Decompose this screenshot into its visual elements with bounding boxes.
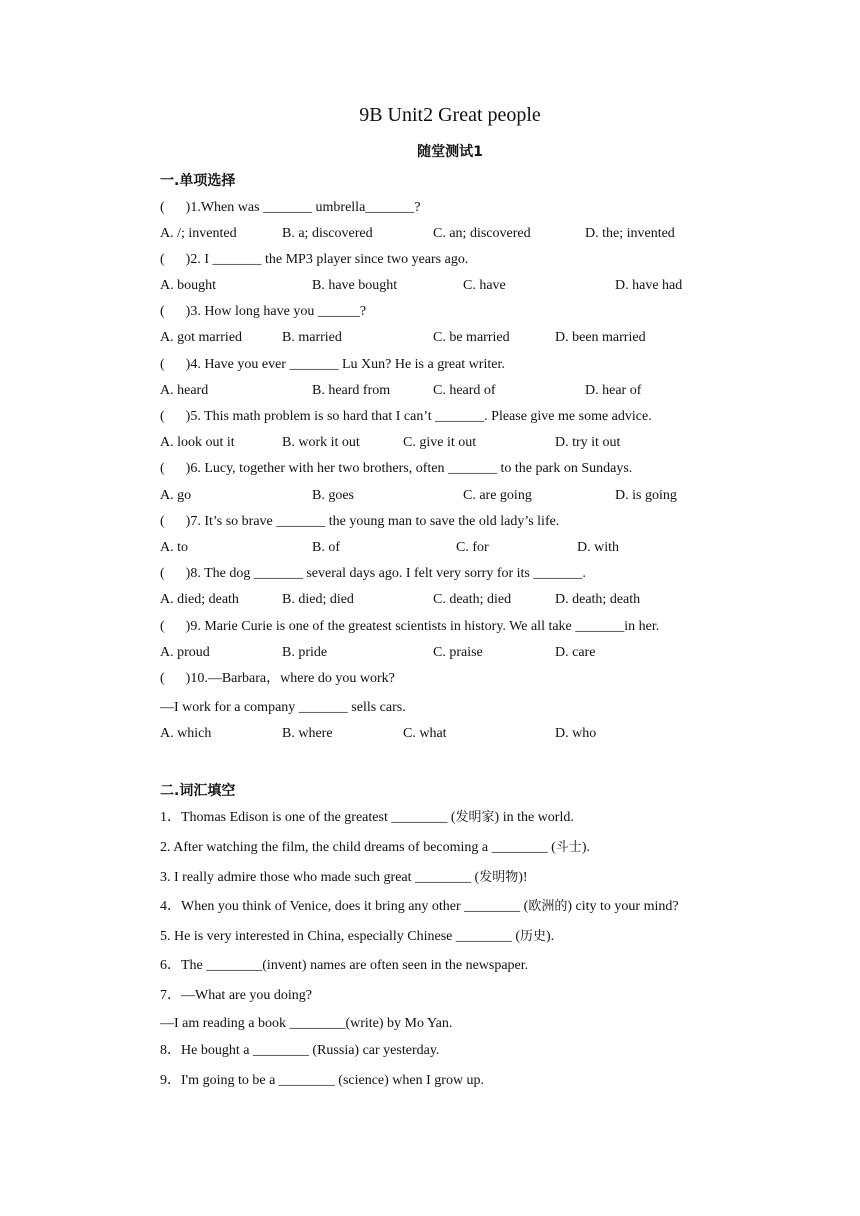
section-heading-choice: 一.单项选择 bbox=[160, 173, 236, 189]
vocab-item-text-end: ) in the world. bbox=[494, 810, 574, 825]
option-d: D. the; invented bbox=[585, 226, 675, 241]
option-b: B. pride bbox=[282, 645, 328, 660]
vocab-item bbox=[160, 869, 528, 887]
option-c: C. an; discovered bbox=[433, 226, 531, 241]
option-a: A. bought bbox=[160, 278, 216, 293]
option-d: D. hear of bbox=[585, 383, 642, 398]
option-b: B. married bbox=[282, 330, 342, 345]
question-stem: ( )9. Marie Curie is one of the greatest scientists in history. We all take _______in her. bbox=[160, 619, 660, 634]
vocab-item-text-end: ). bbox=[581, 840, 590, 855]
vocab-item-hint: 斗士 bbox=[555, 840, 582, 855]
question-stem: ( )5. This math problem is so hard that I can’t _______. Please give me some advice. bbox=[160, 409, 652, 424]
page-subtitle: 随堂测试1 bbox=[417, 144, 483, 160]
question-stem: ( )8. The dog _______ several days ago. I felt very sorry for its _______. bbox=[160, 566, 586, 581]
question-stem: ( )10.—Barbara，where do you work? bbox=[160, 671, 395, 686]
option-c: C. give it out bbox=[403, 435, 477, 450]
section-heading-vocabulary: 二.词汇填空 bbox=[160, 783, 236, 799]
option-b: B. where bbox=[282, 726, 333, 741]
option-b: B. heard from bbox=[312, 383, 391, 398]
option-a: A. died; death bbox=[160, 592, 239, 607]
option-a: A. got married bbox=[160, 330, 243, 345]
vocab-item-hint: 发明家 bbox=[455, 810, 495, 825]
option-b: B. died; died bbox=[282, 592, 354, 607]
option-a: A. proud bbox=[160, 645, 210, 660]
vocab-item bbox=[160, 928, 554, 946]
option-b: B. have bought bbox=[312, 278, 398, 293]
vocab-item-text: 4．When you think of Venice, does it bring any other ________ ( bbox=[160, 899, 529, 914]
option-b: B. work it out bbox=[282, 435, 360, 450]
page-title: 9B Unit2 Great people bbox=[359, 104, 541, 126]
vocab-item: 8．He bought a ________ (Russia) car yesterday. bbox=[160, 1043, 440, 1058]
vocab-item-text-end: )! bbox=[518, 870, 528, 885]
question-stem: ( )1.When was _______ umbrella_______? bbox=[160, 200, 421, 215]
vocab-item-text: 1．Thomas Edison is one of the greatest ________ ( bbox=[160, 810, 456, 825]
option-b: B. goes bbox=[312, 488, 354, 503]
vocab-item-continued: —I am reading a book ________(write) by Mo Yan. bbox=[160, 1016, 453, 1031]
vocab-item-text-end: ). bbox=[546, 929, 555, 944]
option-a: A. which bbox=[160, 726, 212, 741]
vocab-item-text: 2. After watching the film, the child dreams of becoming a ________ ( bbox=[160, 840, 556, 855]
option-d: D. is going bbox=[615, 488, 677, 503]
option-c: C. be married bbox=[433, 330, 510, 345]
option-d: D. been married bbox=[555, 330, 646, 345]
option-d: D. have had bbox=[615, 278, 683, 293]
question-stem: ( )3. How long have you ______? bbox=[160, 304, 367, 319]
option-d: D. care bbox=[555, 645, 596, 660]
option-c: C. have bbox=[463, 278, 506, 293]
vocab-item: 9．I'm going to be a ________ (science) when I grow up. bbox=[160, 1073, 485, 1088]
vocab-item bbox=[160, 898, 679, 916]
option-b: B. of bbox=[312, 540, 340, 555]
question-stem: ( )4. Have you ever _______ Lu Xun? He is a great writer. bbox=[160, 357, 505, 372]
question-stem-continued: —I work for a company _______ sells cars. bbox=[160, 700, 406, 715]
vocab-item bbox=[160, 809, 574, 827]
question-stem: ( )6. Lucy, together with her two brothers, often _______ to the park on Sundays. bbox=[160, 461, 633, 476]
option-d: D. who bbox=[555, 726, 597, 741]
option-d: D. death; death bbox=[555, 592, 641, 607]
option-c: C. praise bbox=[433, 645, 483, 660]
vocab-item: 6．The ________(invent) names are often seen in the newspaper. bbox=[160, 958, 529, 973]
option-c: C. are going bbox=[463, 488, 532, 503]
vocab-item-hint: 发明物 bbox=[479, 870, 519, 885]
option-d: D. with bbox=[577, 540, 619, 555]
option-c: C. death; died bbox=[433, 592, 512, 607]
option-d: D. try it out bbox=[555, 435, 621, 450]
vocab-item-hint: 欧洲的 bbox=[528, 899, 568, 914]
vocab-item-hint: 历史 bbox=[520, 929, 547, 944]
option-a: A. look out it bbox=[160, 435, 235, 450]
option-c: C. heard of bbox=[433, 383, 496, 398]
vocab-item bbox=[160, 839, 590, 857]
vocab-item: 7．—What are you doing? bbox=[160, 988, 313, 1003]
question-stem: ( )7. It’s so brave _______ the young man to save the old lady’s life. bbox=[160, 514, 560, 529]
option-a: A. /; invented bbox=[160, 226, 237, 241]
option-c: C. what bbox=[403, 726, 447, 741]
vocab-item-text-end: ) city to your mind? bbox=[567, 899, 679, 914]
option-a: A. to bbox=[160, 540, 188, 555]
option-b: B. a; discovered bbox=[282, 226, 373, 241]
option-a: A. heard bbox=[160, 383, 209, 398]
option-c: C. for bbox=[456, 540, 489, 555]
vocab-item-text: 5. He is very interested in China, especially Chinese ________ ( bbox=[160, 929, 521, 944]
option-a: A. go bbox=[160, 488, 192, 503]
question-stem: ( )2. I _______ the MP3 player since two years ago. bbox=[160, 252, 469, 267]
vocab-item-text: 3. I really admire those who made such great ________ ( bbox=[160, 870, 480, 885]
